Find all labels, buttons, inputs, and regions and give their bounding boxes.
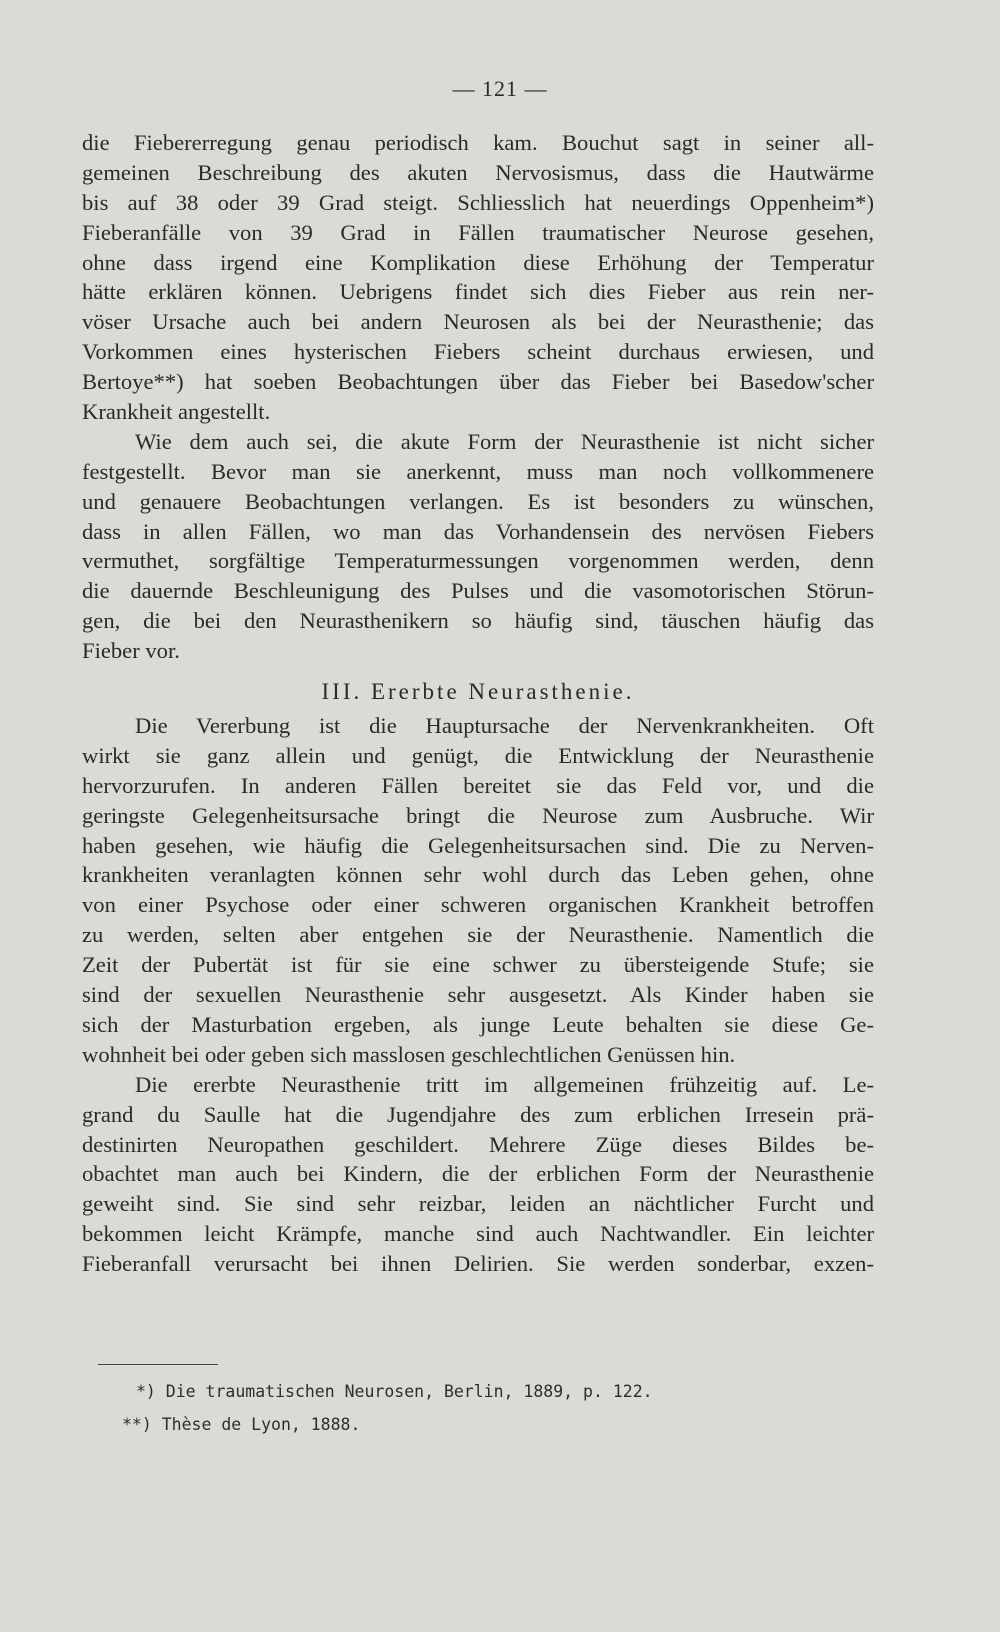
text-line: ohne dass irgend eine Komplikation diese Erhöhung der Temperatur [82,249,874,275]
text-line: geringste Gelegenheitsursache bringt die Neurose zum Ausbruche. Wir [82,802,874,828]
text-line: Fieberanfall verursacht bei ihnen Delirien. Sie werden sonderbar, exzen- [82,1251,874,1277]
text-line: obachtet man auch bei Kindern, die der erblichen Form der Neurasthenie [82,1161,874,1187]
text-line: hätte erklären können. Uebrigens findet sich dies Fieber aus rein ner- [82,279,874,305]
text-line: die dauernde Beschleunigung des Pulses und die vasomotorischen Störun- [82,578,874,604]
text-line: hervorzurufen. In anderen Fällen bereitet sie das Feld vor, und die [82,772,874,798]
text-line: vöser Ursache auch bei andern Neurosen als bei der Neurasthenie; das [82,309,874,335]
footnote-divider [98,1364,218,1365]
text-line: Die Vererbung ist die Hauptursache der Nervenkrankheiten. Oft [135,713,874,739]
text-line: sind der sexuellen Neurasthenie sehr ausgesetzt. Als Kinder haben sie [82,982,874,1008]
text-line: Krankheit angestellt. [82,399,271,425]
text-line: grand du Saulle hat die Jugendjahre des zum erblichen Irresein prä- [82,1101,874,1127]
text-line: geweiht sind. Sie sind sehr reizbar, leiden an nächtlicher Furcht und [82,1191,874,1217]
text-line: gen, die bei den Neurasthenikern so häufig sind, täuschen häufig das [82,608,874,634]
footnote: *) Die traumatischen Neurosen, Berlin, 1889, p. 122. [136,1382,653,1401]
footnote: **) Thèse de Lyon, 1888. [122,1415,361,1434]
text-line: krankheiten veranlagten können sehr wohl durch das Leben gehen, ohne [82,862,874,888]
section-heading: III. Ererbte Neurasthenie. [321,679,635,705]
text-line: wohnheit bei oder geben sich masslosen geschlechtlichen Genüssen hin. [82,1041,736,1067]
footnotes [122,1375,653,1441]
text-line: sich der Masturbation ergeben, als junge Leute behalten sie diese Ge- [82,1011,874,1037]
text-line: Zeit der Pubertät ist für sie eine schwer zu übersteigende Stufe; sie [82,952,874,978]
text-line: Bertoye**) hat soeben Beobachtungen über das Fieber bei Basedow'scher [82,369,874,395]
text-line: dass in allen Fällen, wo man das Vorhandensein des nervösen Fiebers [82,518,874,544]
text-line: gemeinen Beschreibung des akuten Nervosismus, dass die Hautwärme [82,159,874,185]
page-number: — 121 — [452,76,548,101]
text-line: haben gesehen, wie häufig die Gelegenheitsursachen sind. Die zu Nerven- [82,832,874,858]
text-line: zu werden, selten aber entgehen sie der Neurasthenie. Namentlich die [82,922,874,948]
text-line: bis auf 38 oder 39 Grad steigt. Schliesslich hat neuerdings Oppenheim*) [82,189,874,215]
text-line: Fieberanfälle von 39 Grad in Fällen traumatischer Neurose gesehen, [82,219,874,245]
body-text [82,128,874,1279]
text-line: wirkt sie ganz allein und genügt, die Entwicklung der Neurasthenie [82,742,874,768]
text-line: Die ererbte Neurasthenie tritt im allgemeinen frühzeitig auf. Le- [135,1071,874,1097]
text-line: vermuthet, sorgfältige Temperaturmessungen vorgenommen werden, denn [82,548,874,574]
text-line: die Fiebererregung genau periodisch kam. Bouchut sagt in seiner all- [82,130,874,155]
text-line: Fieber vor. [82,638,180,664]
text-line: von einer Psychose oder einer schweren organischen Krankheit betroffen [82,892,874,918]
text-line: bekommen leicht Krämpfe, manche sind auch Nachtwandler. Ein leichter [82,1221,874,1247]
text-line: festgestellt. Bevor man sie anerkennt, muss man noch vollkommenere [82,458,874,484]
text-line: Wie dem auch sei, die akute Form der Neurasthenie ist nicht sicher [135,428,874,454]
text-line: und genauere Beobachtungen verlangen. Es ist besonders zu wünschen, [82,488,874,514]
text-line: Vorkommen eines hysterischen Fiebers scheint durchaus erwiesen, und [82,339,874,365]
text-line: destinirten Neuropathen geschildert. Mehrere Züge dieses Bildes be- [82,1131,874,1157]
